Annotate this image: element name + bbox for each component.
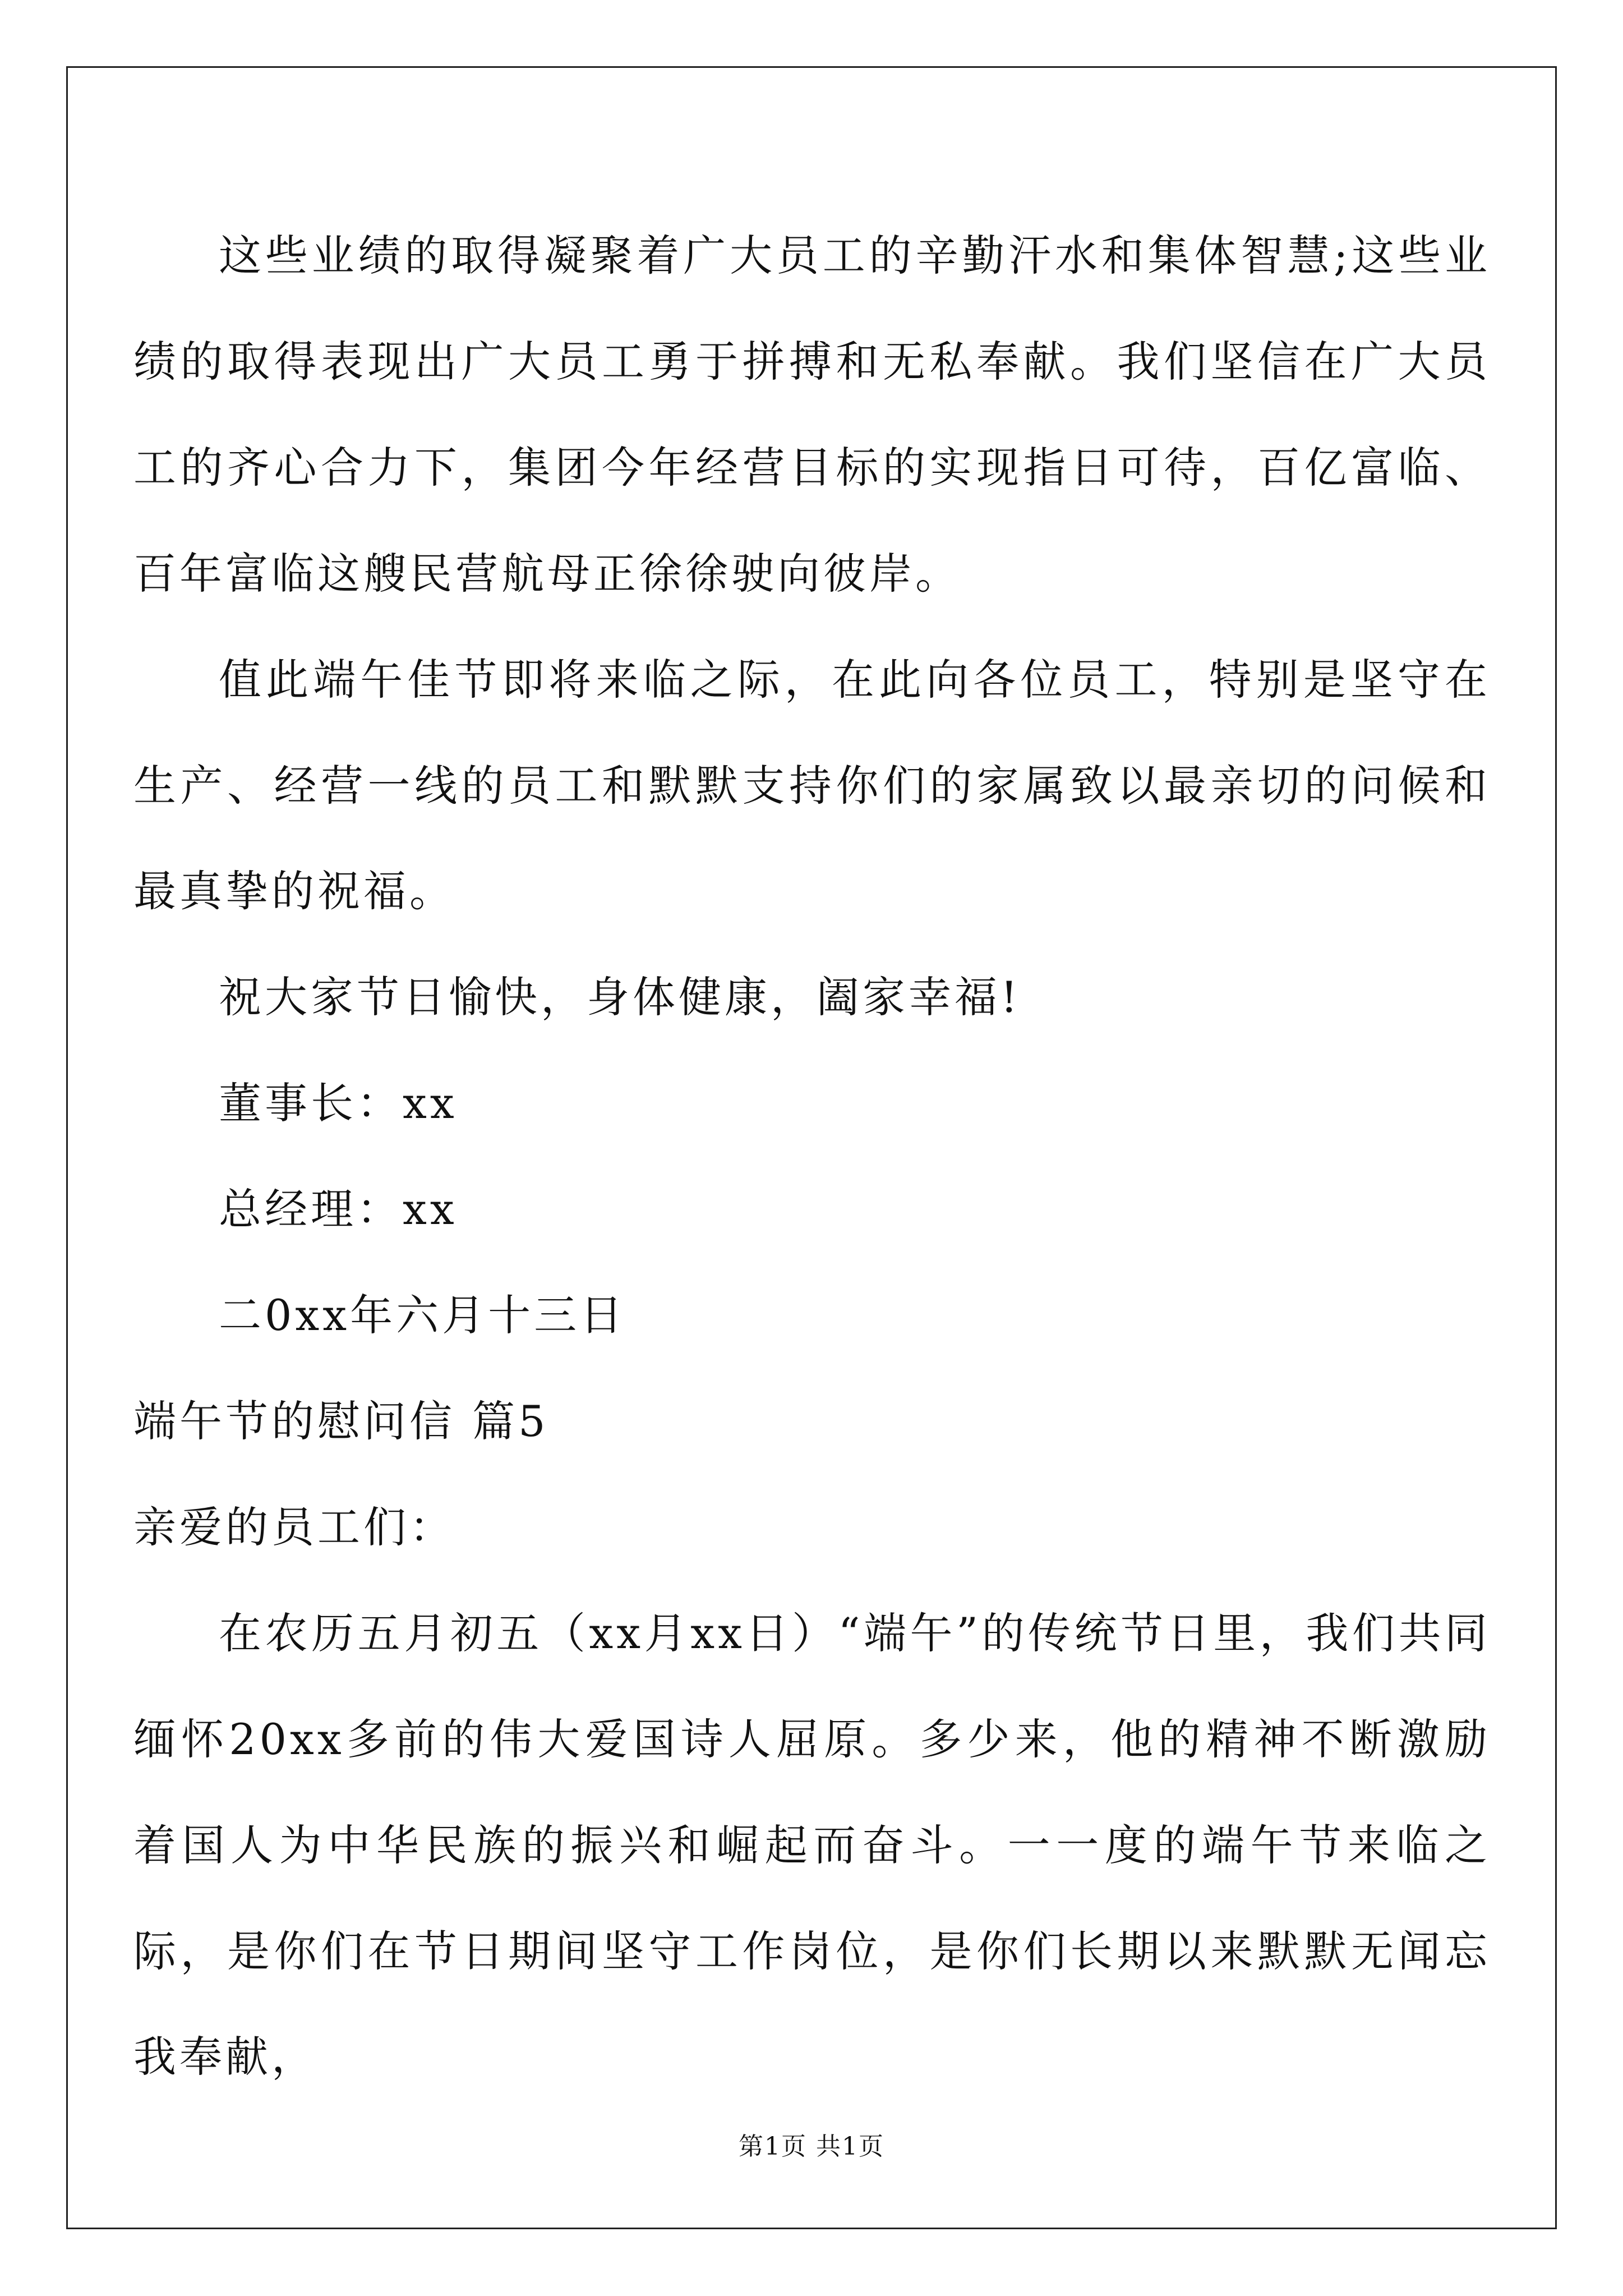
page-number-footer: 第1页 共1页 <box>739 2132 884 2161</box>
section-title: 端午节的慰问信 篇5 <box>133 1396 549 1446</box>
signature-general-manager: 总经理：xx <box>219 1184 458 1235</box>
paragraph-dragon-boat-intro: 在农历五月初五（xx月xx日）“端午”的传统节日里，我们共同缅怀20xx多前的伟大爱国诗人屈原。多少来，他的精神不断激励着国人为中华民族的振兴和崛起而奋斗。一一度的端午节来临之际，是你们在节日期间坚守工作岗位，是你们长期以来默默无闻忘我奉献， <box>133 1608 1491 2082</box>
paragraph-achievements: 这些业绩的取得凝聚着广大员工的辛勤汗水和集体智慧;这些业绩的取得表现出广大员工勇于拼搏和无私奉献。我们坚信在广大员工的齐心合力下，集团今年经营目标的实现指日可待，百亿富临、百年富临这艘民营航母正徐徐驶向彼岸。 <box>133 231 1491 599</box>
paragraph-wishes: 祝大家节日愉快，身体健康，阖家幸福! <box>219 972 1021 1023</box>
letter-date: 二0xx年六月十三日 <box>219 1290 626 1341</box>
signature-chairman: 董事长：xx <box>219 1078 458 1129</box>
paragraph-holiday-greeting: 值此端午佳节即将来临之际，在此向各位员工，特别是坚守在生产、经营一线的员工和默默支持你们的家属致以最亲切的问候和最真挚的祝福。 <box>133 654 1491 917</box>
salutation: 亲爱的员工们： <box>133 1502 455 1552</box>
document-body <box>133 203 1491 2082</box>
